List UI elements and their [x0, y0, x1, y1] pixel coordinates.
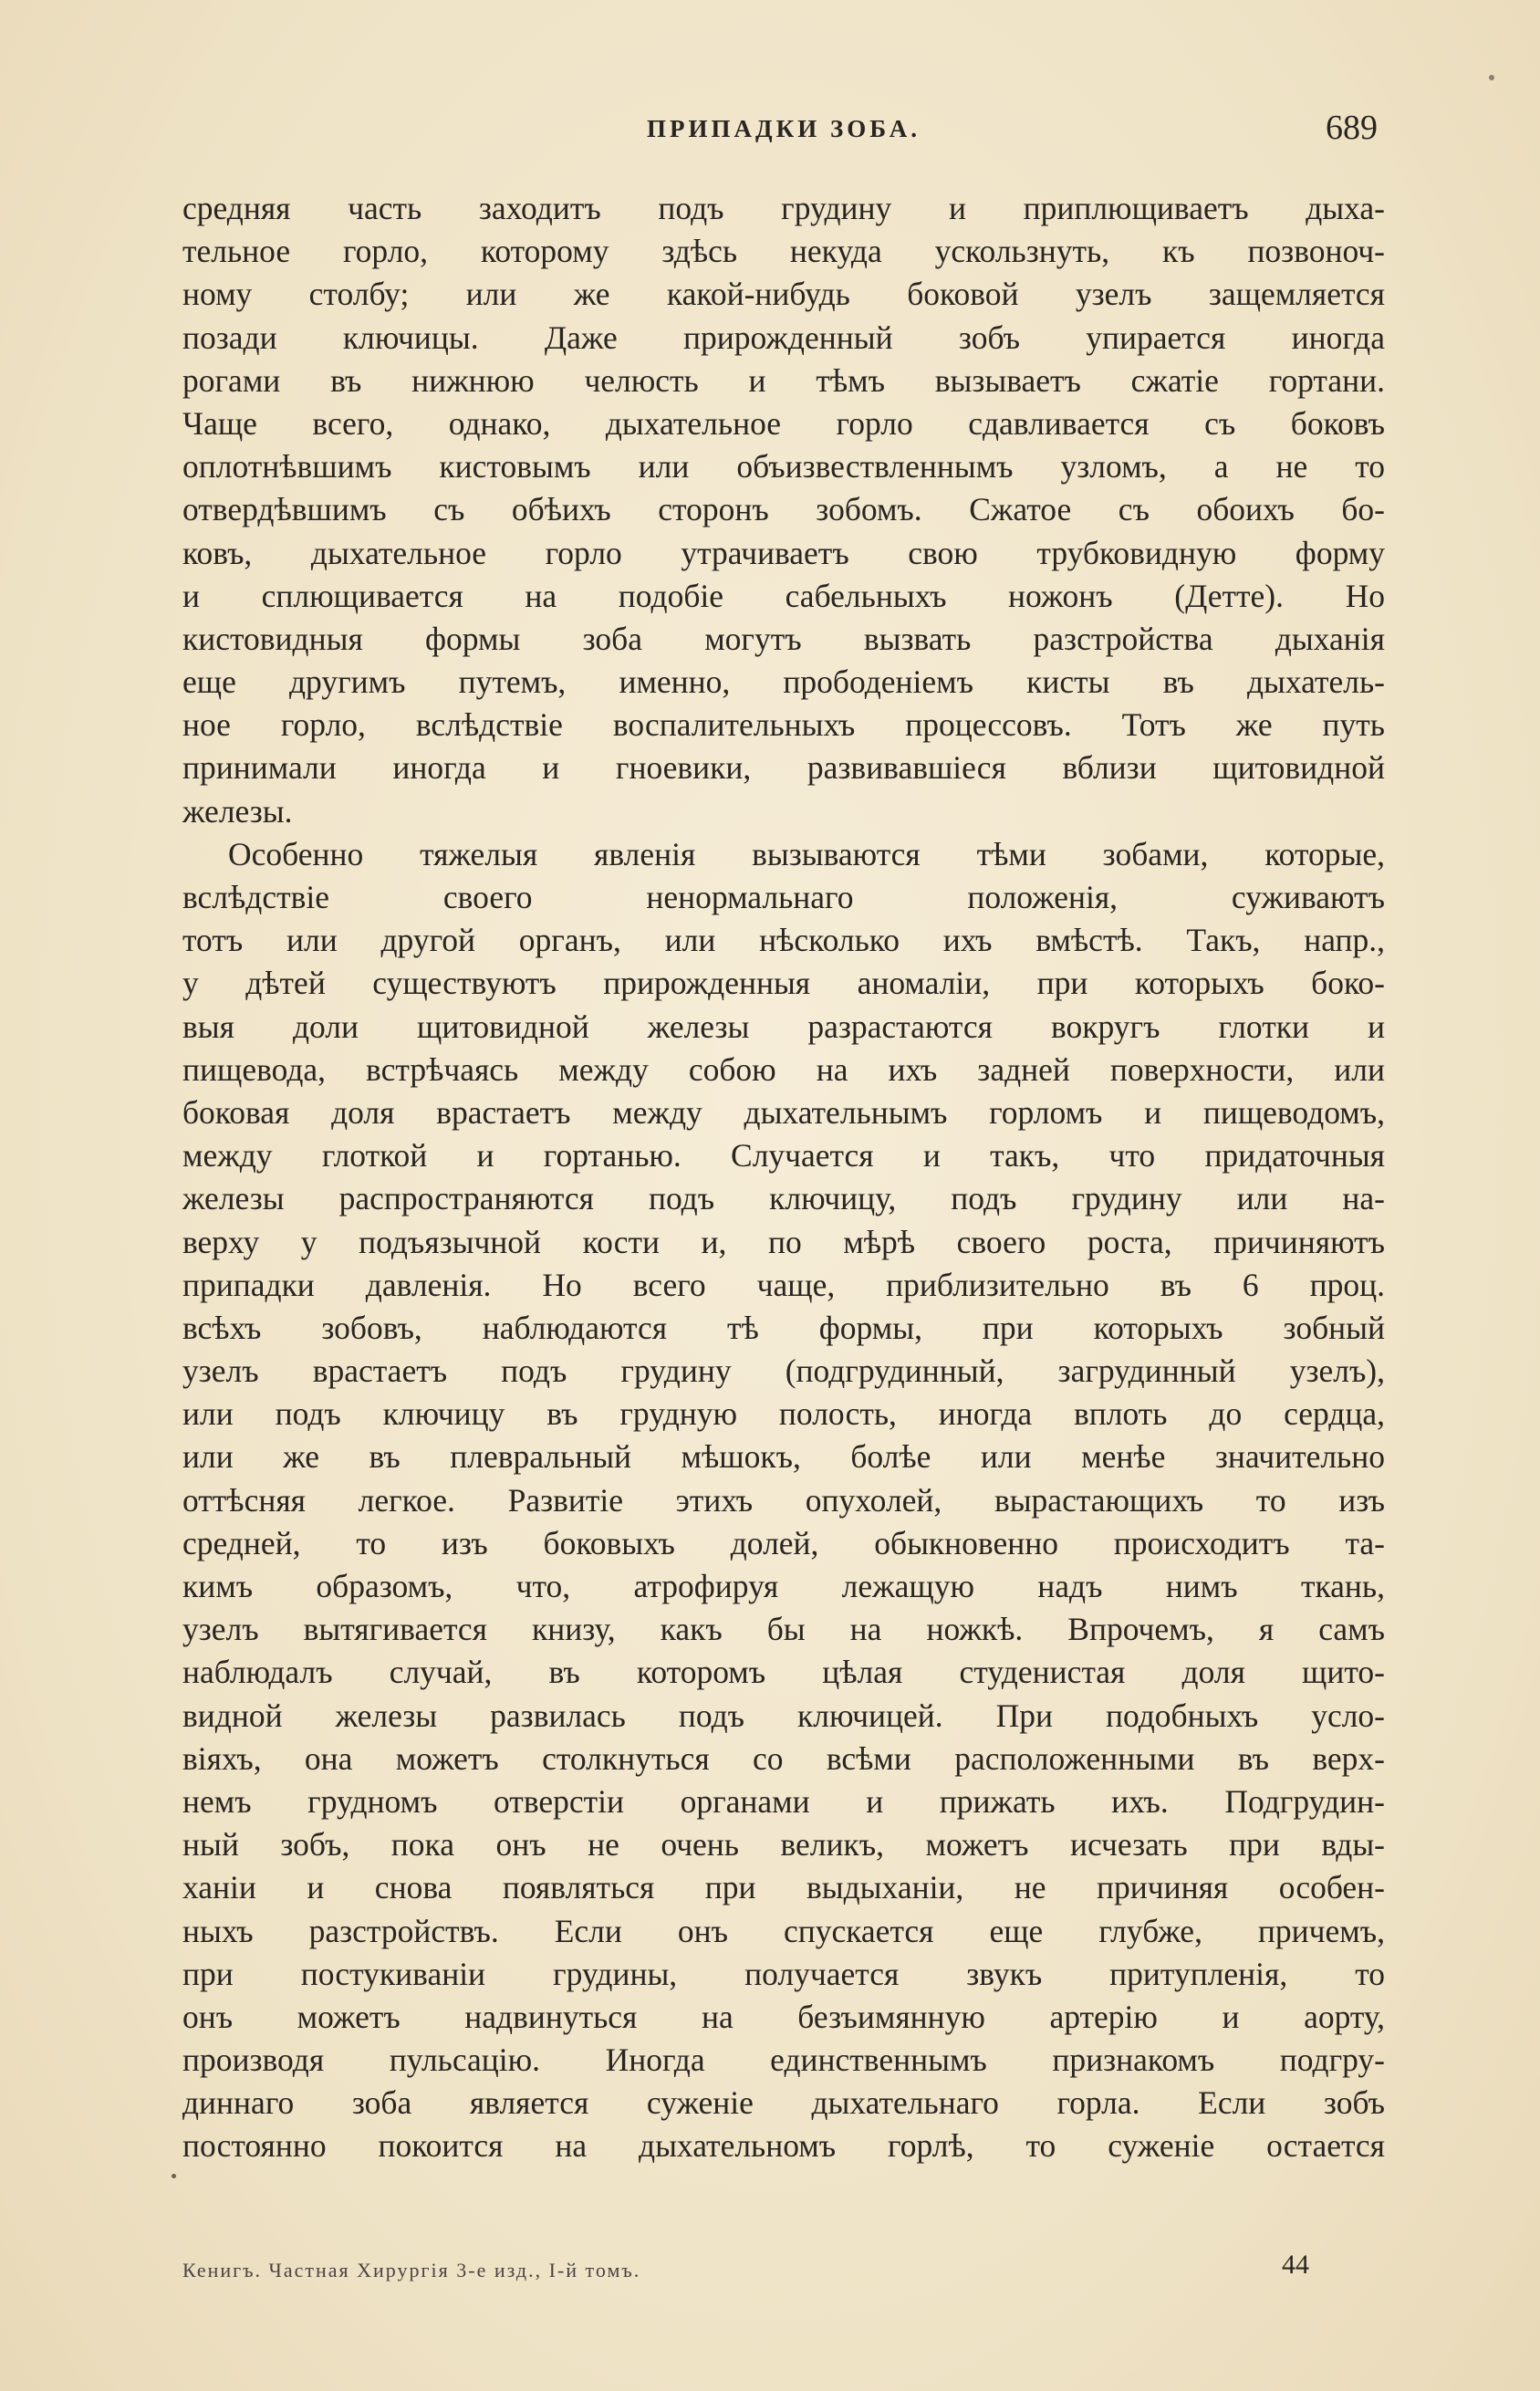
text-line: постоянно покоится на дыхательномъ горлѣ, то суженіе остается [182, 2127, 1385, 2165]
text-line: тельное горло, которому здѣсь некуда ускользнуть, къ позвоноч- [182, 233, 1385, 270]
text-line: немъ грудномъ отверстіи органами и прижать ихъ. Подгрудин- [182, 1782, 1385, 1820]
text-line: рогами въ нижнюю челюсть и тѣмъ вызываетъ сжатіе гортани. [182, 361, 1385, 399]
running-head: ПРИПАДКИ ЗОБА. [647, 115, 921, 142]
text-line: узелъ врастаетъ подъ грудину (подгрудинный, загрудинный узелъ), [182, 1352, 1385, 1390]
text-line: выя доли щитовидной железы разрастаются вокругъ глотки и [182, 1008, 1385, 1045]
text-line: припадки давленія. Но всего чаще, приблизительно въ 6 проц. [182, 1266, 1385, 1303]
text-line: кистовидныя формы зоба могутъ вызвать разстройства дыханія [182, 620, 1385, 657]
text-line: кимъ образомъ, что, атрофируя лежащую надъ нимъ ткань, [182, 1568, 1385, 1604]
text-line: средней, то изъ боковыхъ долей, обыкновенно происходитъ та- [182, 1524, 1385, 1561]
text-line: верху у подъязычной кости и, по мѣрѣ своего роста, причиняютъ [182, 1223, 1385, 1260]
text-line: Особенно тяжелыя явленія вызываются тѣми зобами, которые, [228, 835, 1385, 872]
text-line: средняя часть заходитъ подъ грудину и приплющиваетъ дыха- [182, 190, 1385, 226]
text-line: или подъ ключицу въ грудную полость, иногда вплоть до сердца, [182, 1395, 1385, 1433]
text-line: наблюдалъ случай, въ которомъ цѣлая студенистая доля щито- [182, 1654, 1385, 1691]
text-line: Чаще всего, однако, дыхательное горло сдавливается съ боковъ [182, 404, 1385, 442]
text-line: железы. [182, 792, 293, 830]
text-line: еще другимъ путемъ, именно, прободеніемъ кисты въ дыхатель- [182, 663, 1385, 701]
text-line: диннаго зоба является суженіе дыхательнаго горла. Если зобъ [182, 2084, 1385, 2122]
text-line: узелъ вытягивается книзу, какъ бы на ножкѣ. Впрочемъ, я самъ [182, 1611, 1385, 1648]
text-line: видной железы развилась подъ ключицей. При подобныхъ усло- [182, 1697, 1385, 1734]
signature-mark: 44 [1282, 2250, 1309, 2280]
text-line: всѣхъ зобовъ, наблюдаются тѣ формы, при которыхъ зобный [182, 1309, 1385, 1346]
text-line: ханіи и снова появляться при выдыханіи, не причиняя особен- [182, 1869, 1385, 1906]
text-line: ному столбу; или же какой-нибудь боковой узелъ защемляется [182, 276, 1385, 313]
text-line: отвердѣвшимъ съ обѣихъ сторонъ зобомъ. Сжатое съ обоихъ бо- [182, 491, 1385, 528]
text-line: производя пульсацію. Иногда единственнымъ признакомъ подгру- [182, 2041, 1385, 2079]
text-line: тотъ или другой органъ, или нѣсколько ихъ вмѣстѣ. Такъ, напр., [182, 922, 1385, 959]
text-line: позади ключицы. Даже прирожденный зобъ упирается иногда [182, 318, 1385, 356]
text-line: пищевода, встрѣчаясь между собою на ихъ задней поверхности, или [182, 1050, 1385, 1088]
text-line: у дѣтей существуютъ прирожденныя аномаліи, при которыхъ боко- [182, 965, 1385, 1002]
text-line: онъ можетъ надвинуться на безъимянную артерію и аорту, [182, 1998, 1385, 2035]
margin-speck [1489, 75, 1494, 80]
body-text [182, 187, 1385, 2168]
text-line: оттѣсняя легкое. Развитіе этихъ опухолей, вырастающихъ то изъ [182, 1481, 1385, 1519]
footer-note: Кенигъ. Частная Хирургія 3-е изд., I-й томъ. [182, 2259, 641, 2281]
text-line: ковъ, дыхательное горло утрачиваетъ свою трубковидную форму [182, 534, 1385, 571]
text-line: при постукиваніи грудины, получается звукъ притупленія, то [182, 1955, 1385, 1992]
page-number: 689 [1326, 109, 1378, 147]
text-line: віяхъ, она можетъ столкнуться со всѣми расположенными въ верх- [182, 1739, 1385, 1777]
text-line: принимали иногда и гноевики, развивавшіеся вблизи щитовидной [182, 749, 1385, 787]
text-line: вслѣдствіе своего ненормальнаго положенія, суживаютъ [182, 879, 1385, 915]
text-line: боковая доля врастаетъ между дыхательнымъ горломъ и пищеводомъ, [182, 1093, 1385, 1131]
text-line: ный зобъ, пока онъ не очень великъ, можетъ исчезать при вды- [182, 1826, 1385, 1864]
page-header [182, 108, 1385, 153]
text-line: и сплющивается на подобіе сабельныхъ ножонъ (Детте). Но [182, 577, 1385, 614]
page-footer [182, 2250, 1385, 2286]
text-line: ныхъ разстройствъ. Если онъ спускается еще глубже, причемъ, [182, 1912, 1385, 1949]
text-line: оплотнѣвшимъ кистовымъ или объизвествленнымъ узломъ, а не то [182, 448, 1385, 486]
text-line: или же въ плевральный мѣшокъ, болѣе или менѣе значительно [182, 1438, 1385, 1476]
text-line: ное горло, вслѣдствіе воспалительныхъ процессовъ. Тотъ же путь [182, 706, 1385, 744]
text-line: между глоткой и гортанью. Случается и такъ, что придаточныя [182, 1137, 1385, 1175]
margin-speck [172, 2174, 176, 2178]
text-line: железы распространяются подъ ключицу, подъ грудину или на- [182, 1180, 1385, 1217]
